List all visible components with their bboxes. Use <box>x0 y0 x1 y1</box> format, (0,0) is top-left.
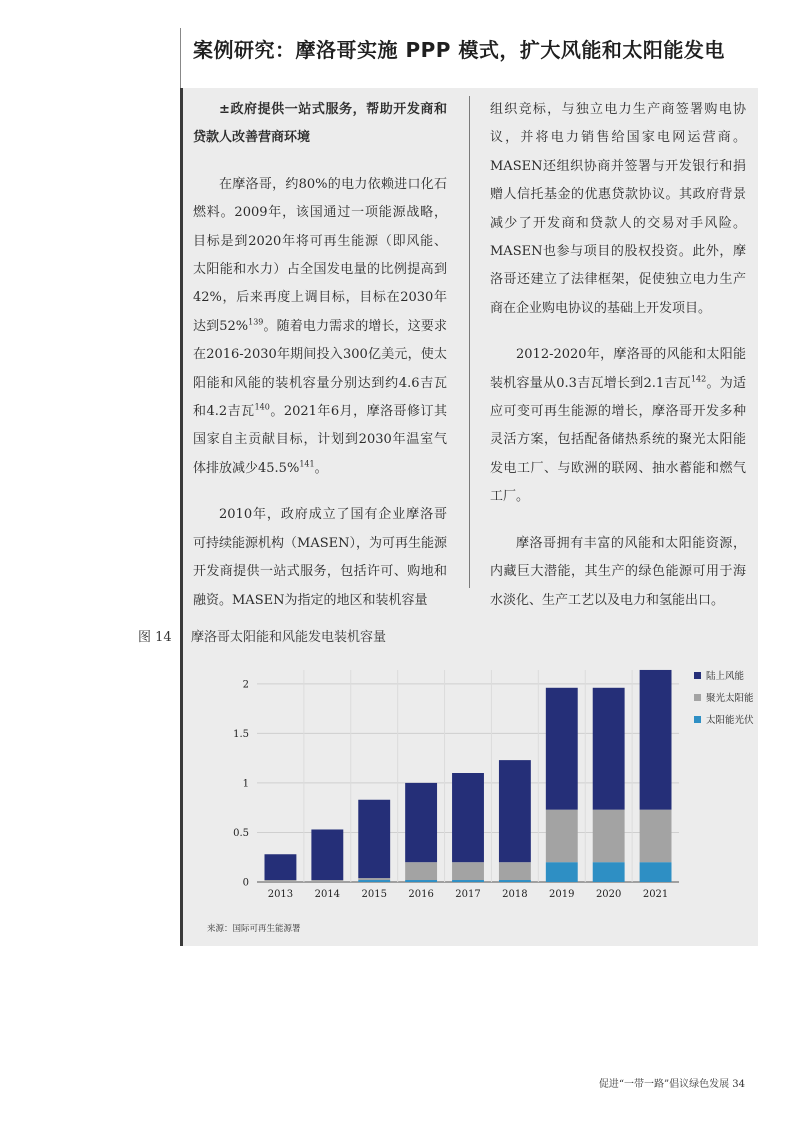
legend-entry: 陆上风能 <box>706 671 745 682</box>
figure-number: 图 14 <box>138 630 172 645</box>
bar-segment <box>593 810 625 863</box>
y-tick-label: 0 <box>242 877 249 889</box>
legend-entry: 太阳能光伏 <box>706 715 754 726</box>
y-tick-label: 0.5 <box>233 827 249 839</box>
bar-segment <box>546 688 578 810</box>
text-run: 在摩洛哥，约80%的电力依赖进口化石燃料。2009年，该国通过一项能源战略，目标是到2020年将可再生能源（即风能、太阳能和水力）占全国发电量的比例提高到42%，后来再度上调目标，目标在2030年达到52% <box>193 176 447 334</box>
page-title: 案例研究：摩洛哥实施 PPP 模式，扩大风能和太阳能发电 <box>193 38 725 62</box>
bar-segment <box>546 862 578 882</box>
bar-segment <box>640 862 672 882</box>
y-tick-label: 2 <box>242 679 249 691</box>
bar-segment <box>358 880 390 882</box>
figure-title: 摩洛哥太阳能和风能发电装机容量 <box>191 630 387 645</box>
paragraph-masen-continued: 组织竞标，与独立电力生产商签署购电协议，并将电力销售给国家电网运营商。MASEN还组织协商并签署与开发银行和捐赠人信托基金的优惠贷款协议。其政府背景减少了开发商和贷款人的交易对手风险。MASEN也参与项目的股权投资。此外，摩洛哥还建立了法律框架，促使独立电力生产商在企业购电协议的基础上开发项目。 <box>490 102 746 316</box>
bar-segment <box>546 810 578 863</box>
footnote-ref: 141 <box>299 459 315 469</box>
bar-segment <box>499 760 531 862</box>
bar-segment <box>358 878 390 880</box>
x-tick-label: 2014 <box>314 889 341 900</box>
bar-segment <box>640 810 672 863</box>
x-tick-label: 2015 <box>361 889 387 900</box>
bar-segment <box>452 880 484 882</box>
legend-swatch <box>694 694 701 701</box>
bar-segment <box>593 688 625 810</box>
text-column-right <box>490 96 746 633</box>
text-run: 。为适应可变可再生能源的增长，摩洛哥开发多种灵活方案，包括配备储热系统的聚光太阳能发电工厂、与欧洲的联网、抽水蓄能和燃气工厂。 <box>490 375 746 505</box>
bar-segment <box>593 862 625 882</box>
bar-segment <box>311 880 343 882</box>
bar-segment <box>358 800 390 878</box>
x-tick-label: 2016 <box>408 889 434 900</box>
text-run: 。随着电力需求的增长，这要求在2016-2030年期间投入300亿美元，使太阳能和风能的装机容量分别达到约4.6吉瓦和4.2吉瓦 <box>193 318 447 420</box>
bar-segment <box>499 862 531 880</box>
bar-segment <box>265 854 297 880</box>
text-run: 。 <box>314 460 328 476</box>
x-tick-label: 2019 <box>549 889 575 900</box>
paragraph-resources: 摩洛哥拥有丰富的风能和太阳能资源，内藏巨大潜能，其生产的绿色能源可用于海水淡化、生产工艺以及电力和氢能出口。 <box>490 535 746 608</box>
y-tick-label: 1 <box>242 778 249 790</box>
x-tick-label: 2013 <box>267 889 294 900</box>
x-tick-label: 2020 <box>595 889 622 900</box>
text-run: 2012-2020年，摩洛哥的风能和太阳能装机容量从0.3吉瓦增长到2.1吉瓦 <box>490 347 746 391</box>
section-heading: ±政府提供一站式服务，帮助开发商和贷款人改善营商环境 <box>193 102 447 146</box>
figure-source: 来源：国际可再生能源署 <box>207 924 301 934</box>
bar-segment <box>405 783 437 862</box>
column-divider <box>469 96 470 588</box>
bar-segment <box>640 670 672 810</box>
legend-entry: 聚光太阳能 <box>706 693 754 704</box>
x-tick-label: 2018 <box>502 889 528 900</box>
bar-segment <box>452 862 484 880</box>
footnote-ref: 140 <box>254 402 270 412</box>
paragraph-capacity-growth <box>490 341 746 511</box>
text-column-left <box>193 96 447 633</box>
bar-segment <box>499 880 531 882</box>
bar-segment <box>452 773 484 862</box>
title-rule <box>180 28 181 88</box>
paragraph-masen: 2010年，政府成立了国有企业摩洛哥可持续能源机构（MASEN），为可再生能源开发商提供一站式服务，包括许可、购地和融资。MASEN为指定的地区和装机容量 <box>193 507 447 608</box>
text-run: 。2021年6月，摩洛哥修订其国家自主贡献目标，计划到2030年温室气体排放减少45.5% <box>193 404 447 476</box>
bar-segment <box>265 880 297 882</box>
x-tick-label: 2021 <box>642 889 669 900</box>
legend-swatch <box>694 716 701 723</box>
bar-segment <box>405 880 437 882</box>
paragraph-energy-strategy <box>193 171 447 483</box>
page-footer: 促进“一带一路”倡议绿色发展 34 <box>598 1079 745 1090</box>
footnote-ref: 142 <box>690 374 707 384</box>
capacity-stacked-bar-chart <box>195 660 755 910</box>
bar-segment <box>311 829 343 880</box>
footnote-ref: 139 <box>248 317 264 327</box>
bar-segment <box>405 862 437 880</box>
x-tick-label: 2017 <box>455 889 481 900</box>
y-tick-label: 1.5 <box>233 728 249 740</box>
legend-swatch <box>694 672 701 679</box>
